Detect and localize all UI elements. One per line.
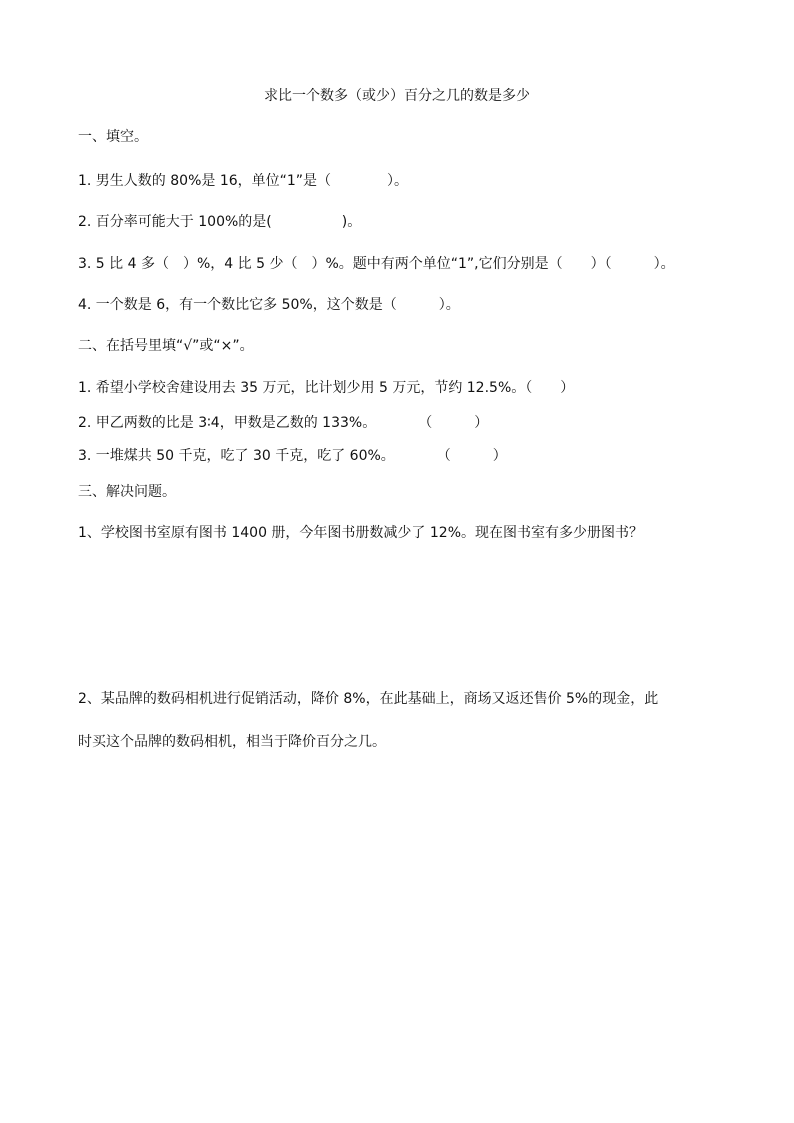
true-false-question-2: 2. 甲乙两数的比是 3∶4，甲数是乙数的 133%。 （ ） [78,415,489,431]
fill-blank-question-4: 4. 一个数是 6，有一个数比它多 50%，这个数是（ ）。 [78,297,460,313]
problem-question-2-line-1: 2、某品牌的数码相机进行促销活动，降价 8%，在此基础上，商场又返还售价 5%的现金，此 [78,691,659,707]
section-fill-blank-heading: 一、填空。 [78,129,148,145]
problem-question-2-line-2: 时买这个品牌的数码相机，相当于降价百分之几。 [78,734,386,750]
section-problem-solving-heading: 三、解决问题。 [78,484,176,500]
fill-blank-question-3: 3. 5 比 4 多（ ）%，4 比 5 少（ ）%。题中有两个单位“1”,它们分别是（ ）（ ）。 [78,256,675,272]
true-false-question-1: 1. 希望小学校舍建设用去 35 万元，比计划少用 5 万元，节约 12.5%。（ ） [78,380,575,396]
true-false-question-3: 3. 一堆煤共 50 千克，吃了 30 千克，吃了 60%。 （ ） [78,448,507,464]
problem-question-1: 1、学校图书室原有图书 1400 册，今年图书册数减少了 12%。现在图书室有多少册图书？ [78,525,644,541]
fill-blank-question-2: 2. 百分率可能大于 100%的是( )。 [78,214,362,230]
fill-blank-question-1: 1. 男生人数的 80%是 16，单位“1”是（ ）。 [78,173,409,189]
section-true-false-heading: 二、在括号里填“√”或“×”。 [78,338,254,354]
page-title: 求比一个数多（或少）百分之几的数是多少 [264,88,530,104]
